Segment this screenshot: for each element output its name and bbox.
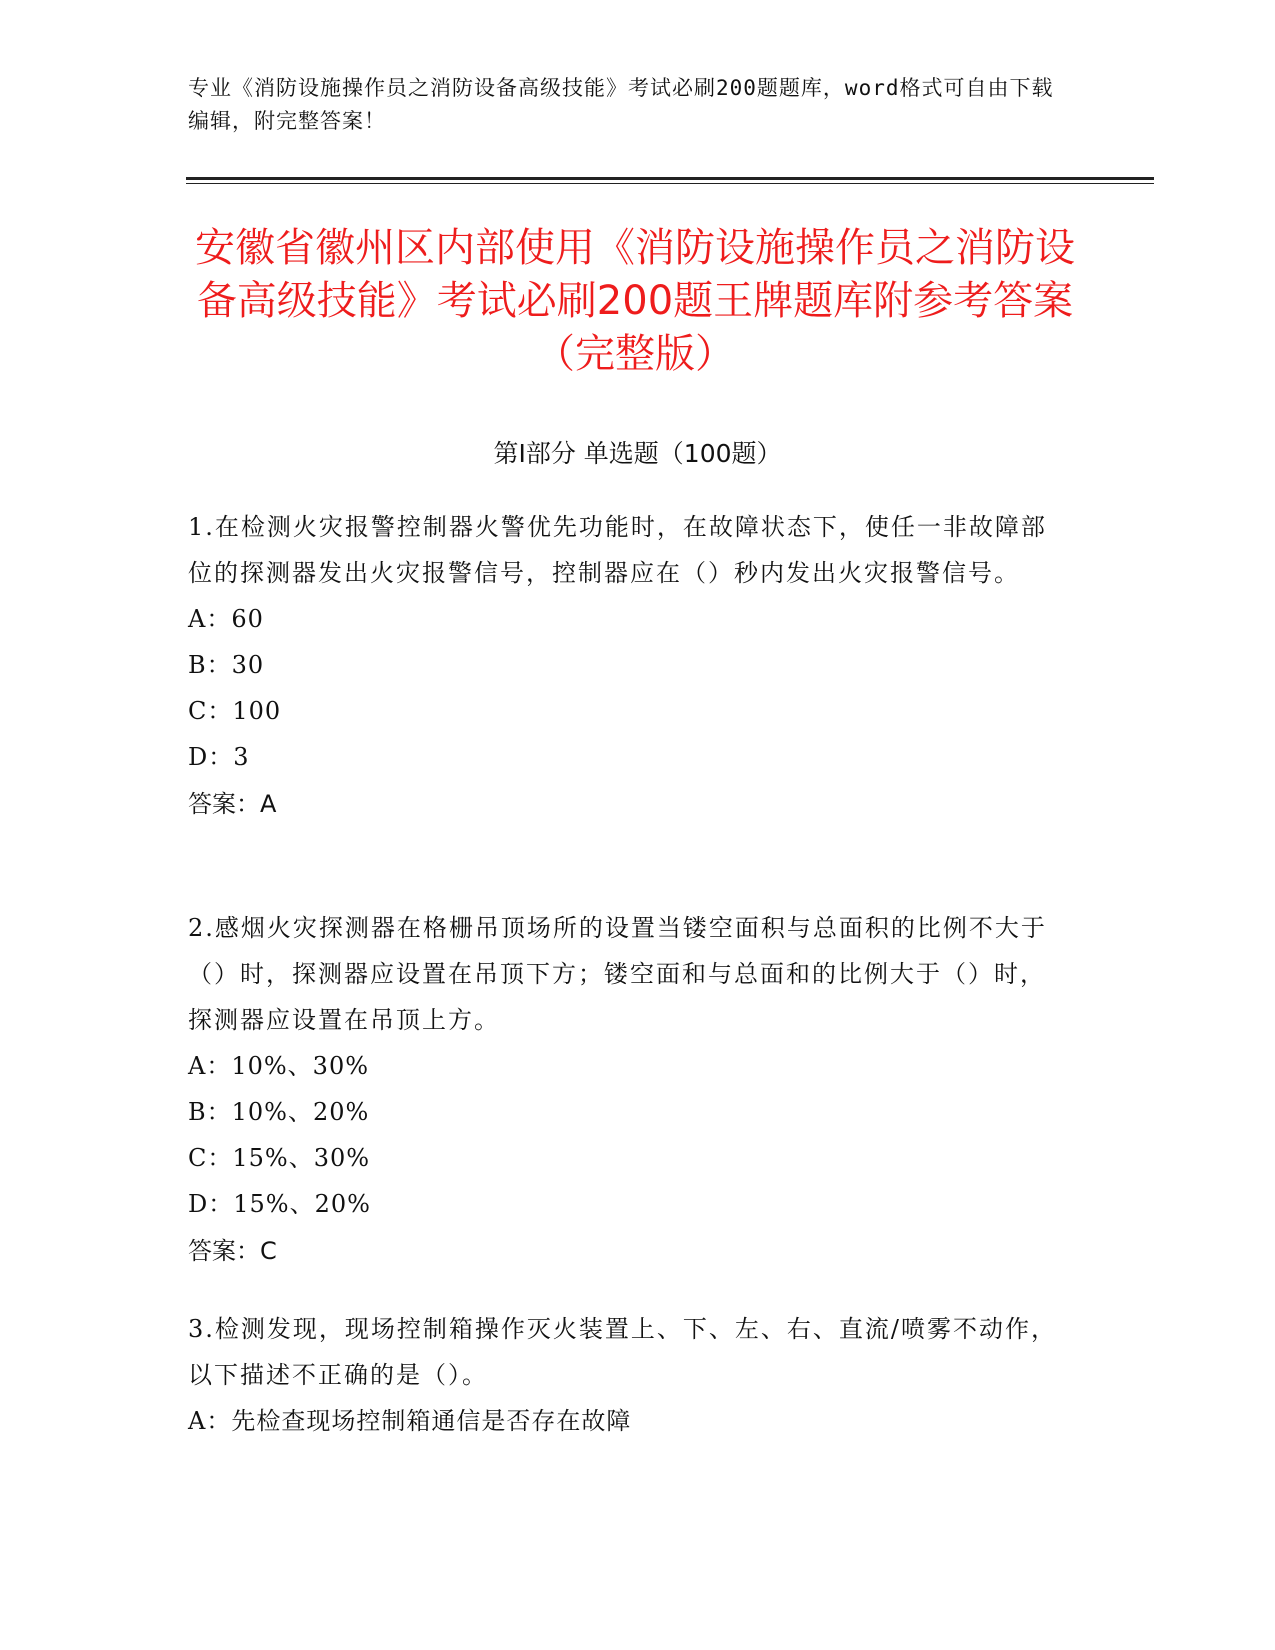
question-stem: 3.检测发现，现场控制箱操作灭火装置上、下、左、右、直流/喷雾不动作，以下描述不正确的是（）。 — [188, 1315, 1057, 1389]
option-c: C：100 — [188, 697, 282, 725]
question-3 — [188, 1306, 1068, 1444]
question-stem: 1.在检测火灾报警控制器火警优先功能时，在故障状态下，使任一非故障部位的探测器发出火灾报警信号，控制器应在（）秒内发出火灾报警信号。 — [188, 513, 1047, 587]
option-d: D：15%、20% — [188, 1190, 371, 1218]
option-a: A：先检查现场控制箱通信是否存在故障 — [188, 1407, 632, 1435]
option-d: D：3 — [188, 743, 250, 771]
header-rule-thin — [186, 183, 1154, 184]
answer-label: 答案：A — [188, 790, 277, 818]
question-1 — [188, 504, 1068, 828]
question-stem: 2.感烟火灾探测器在格栅吊顶场所的设置当镂空面积与总面积的比例不大于（）时，探测器应设置在吊顶下方；镂空面和与总面和的比例大于（）时，探测器应设置在吊顶上方。 — [188, 914, 1047, 1034]
option-c: C：15%、30% — [188, 1144, 371, 1172]
document-title: 安徽省徽州区内部使用《消防设施操作员之消防设备高级技能》考试必刷200题王牌题库附参考答案（完整版） — [195, 225, 1075, 377]
option-a: A：10%、30% — [188, 1052, 370, 1080]
option-b: B：10%、20% — [188, 1098, 370, 1126]
header-note: 专业《消防设施操作员之消防设备高级技能》考试必刷200题题库，word格式可自由下载编辑，附完整答案！ — [188, 76, 1054, 133]
section-heading: 第Ⅰ部分 单选题（100题） — [493, 439, 782, 468]
question-2 — [188, 905, 1068, 1275]
header-rule-thick — [186, 177, 1154, 180]
answer-label: 答案：C — [188, 1237, 277, 1265]
option-a: A：60 — [188, 605, 264, 633]
option-b: B：30 — [188, 651, 265, 679]
